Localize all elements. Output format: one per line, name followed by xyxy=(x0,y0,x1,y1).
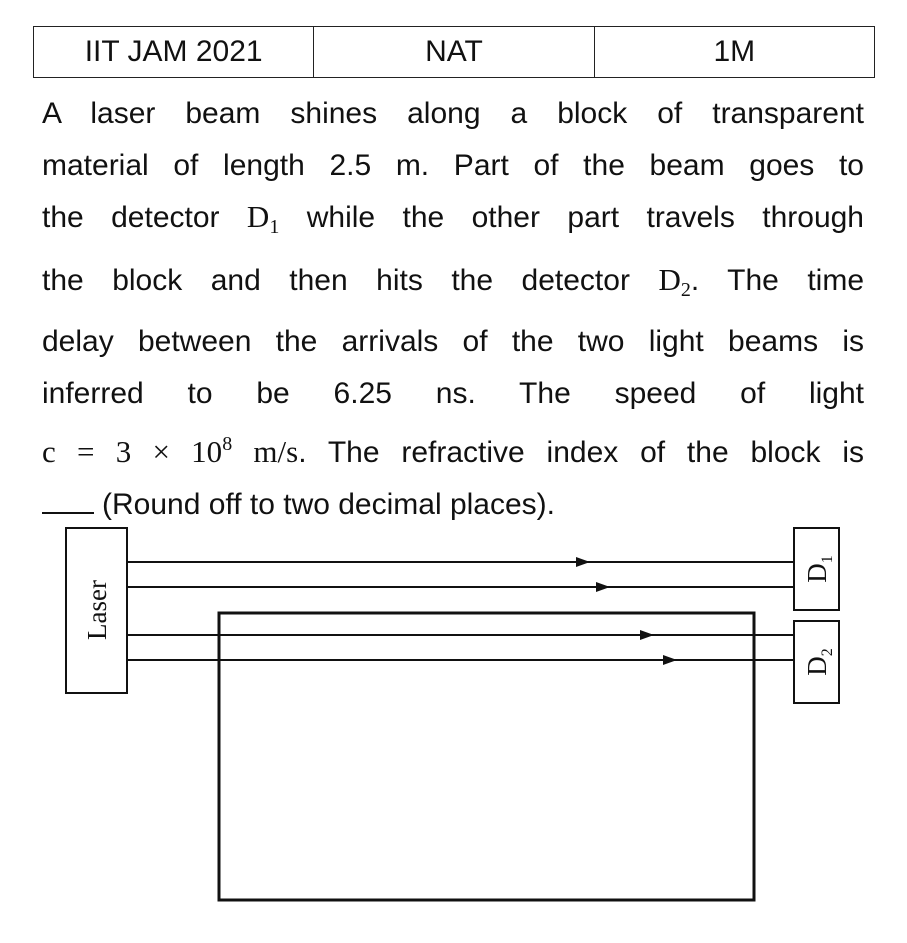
speed-of-light-equation: $c = 3 \times 10^8$ m/s xyxy=(42,433,299,469)
question-line-5: delay between the arrivals of the two light beams is xyxy=(42,325,864,358)
question-header-table xyxy=(33,26,875,78)
arrow-icon xyxy=(576,557,590,567)
laser-setup-diagram xyxy=(0,510,907,943)
arrow-icon xyxy=(596,582,610,592)
header-row xyxy=(34,27,875,78)
question-line-7-end: . The refractive index of the block is xyxy=(298,436,864,469)
detector-d2-symbol: $D_2$ xyxy=(658,261,691,301)
exam-name-cell: IIT JAM 2021 xyxy=(34,27,314,78)
laser-label: Laser xyxy=(82,580,112,640)
question-line-7 xyxy=(42,419,864,479)
question-line-3 xyxy=(42,191,864,254)
question-line-3-start: the detector xyxy=(42,201,247,234)
question-type-cell: NAT xyxy=(314,27,594,78)
question-line-1: A laser beam shines along a block of transparent xyxy=(42,97,864,130)
question-text xyxy=(42,88,864,530)
question-line-6: inferred to be 6.25 ns. The speed of light xyxy=(42,376,864,410)
detector-d1-symbol: $D_1$ xyxy=(246,199,280,238)
beam-lines xyxy=(127,562,794,660)
question-line-2: material of length 2.5 m. Part of the beam goes to xyxy=(42,148,864,182)
arrow-icon xyxy=(663,655,677,665)
beam-arrows xyxy=(576,557,677,665)
svg-text:D2: $D_2$ xyxy=(802,648,836,676)
rounding-instruction: (Round off to two decimal places). xyxy=(102,487,556,521)
question-line-4-start: the block and then hits the detector xyxy=(42,263,659,297)
svg-text:D1: $D_1$ xyxy=(802,555,836,583)
question-line-4 xyxy=(42,254,864,317)
arrow-icon xyxy=(640,630,654,640)
question-line-4-end: . The time xyxy=(690,263,864,297)
question-line-3-end: while the other part travels through xyxy=(279,201,864,234)
marks-cell: 1M xyxy=(594,27,874,78)
transparent-block xyxy=(219,613,754,900)
